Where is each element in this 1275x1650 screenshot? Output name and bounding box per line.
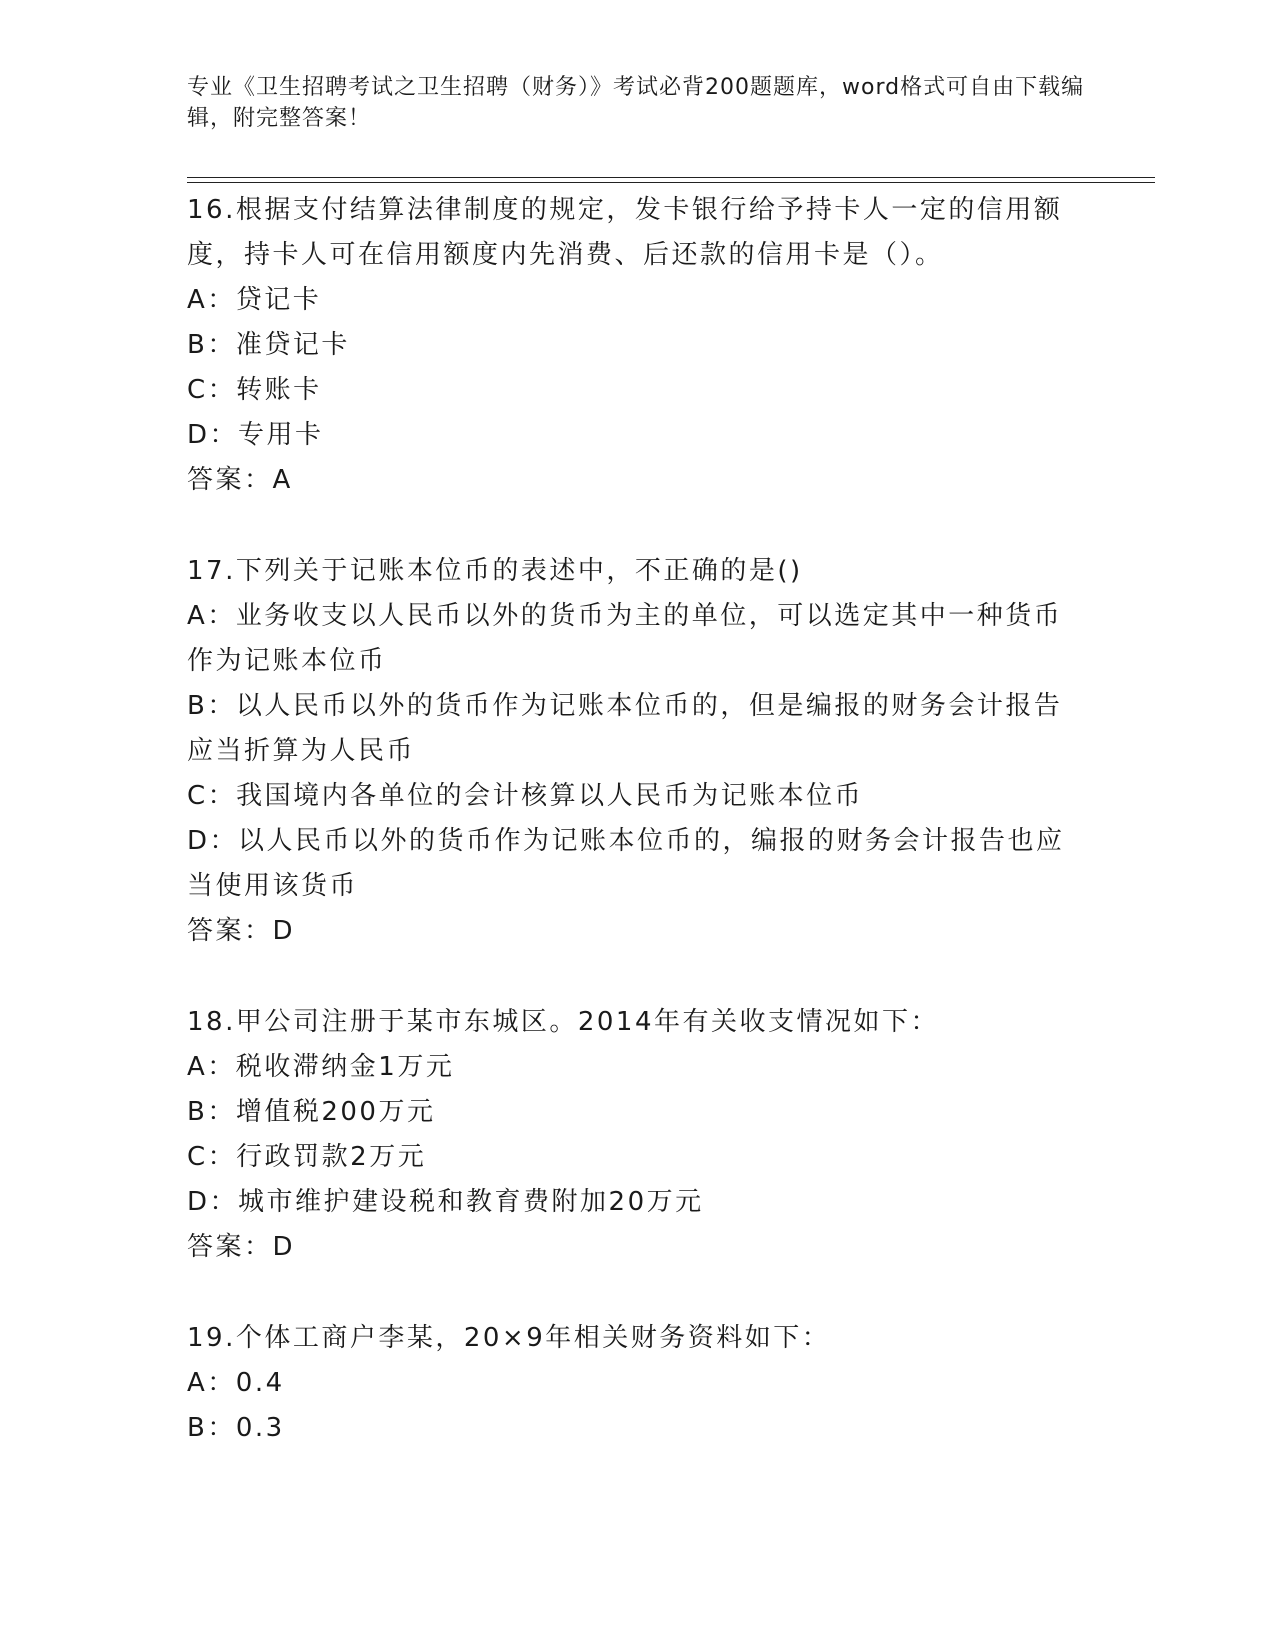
question-stem: 16.根据支付结算法律制度的规定，发卡银行给予持卡人一定的信用额度，持卡人可在信用额度内先消费、后还款的信用卡是（）。 <box>187 195 1063 270</box>
option-d: D：城市维护建设税和教育费附加20万元 <box>187 1187 704 1217</box>
document-header: 专业《卫生招聘考试之卫生招聘（财务）》考试必背200题题库，word格式可自由下载编辑，附完整答案！ <box>187 75 1085 131</box>
option-c: C：行政罚款2万元 <box>187 1142 427 1172</box>
question-stem: 19.个体工商户李某，20×9年相关财务资料如下： <box>187 1323 831 1353</box>
option-a: A：0.4 <box>187 1368 285 1398</box>
option-b: B：增值税200万元 <box>187 1097 436 1127</box>
answer-line: 答案：D <box>187 916 296 946</box>
option-c: C：转账卡 <box>187 375 322 405</box>
option-b: B：准贷记卡 <box>187 330 350 360</box>
answer-line: 答案：A <box>187 465 293 495</box>
header-divider-top <box>187 177 1155 178</box>
question-list <box>187 188 1087 1451</box>
header-divider-bottom <box>187 182 1155 183</box>
question-stem: 17.下列关于记账本位币的表述中，不正确的是() <box>187 556 803 586</box>
answer-line: 答案：D <box>187 1232 296 1262</box>
option-a: A：税收滞纳金1万元 <box>187 1052 455 1082</box>
option-a: A：业务收支以人民币以外的货币为主的单位，可以选定其中一种货币作为记账本位币 <box>187 601 1063 676</box>
option-d: D：以人民币以外的货币作为记账本位币的，编报的财务会计报告也应当使用该货币 <box>187 826 1065 901</box>
question-16 <box>187 188 1087 503</box>
option-b: B：以人民币以外的货币作为记账本位币的，但是编报的财务会计报告应当折算为人民币 <box>187 691 1063 766</box>
option-a: A：贷记卡 <box>187 285 322 315</box>
question-18 <box>187 1000 1087 1270</box>
question-17 <box>187 549 1087 954</box>
option-c: C：我国境内各单位的会计核算以人民币为记账本位币 <box>187 781 864 811</box>
option-d: D：专用卡 <box>187 420 324 450</box>
question-19 <box>187 1316 1087 1451</box>
option-b: B：0.3 <box>187 1413 285 1443</box>
question-stem: 18.甲公司注册于某市东城区。2014年有关收支情况如下： <box>187 1007 940 1037</box>
